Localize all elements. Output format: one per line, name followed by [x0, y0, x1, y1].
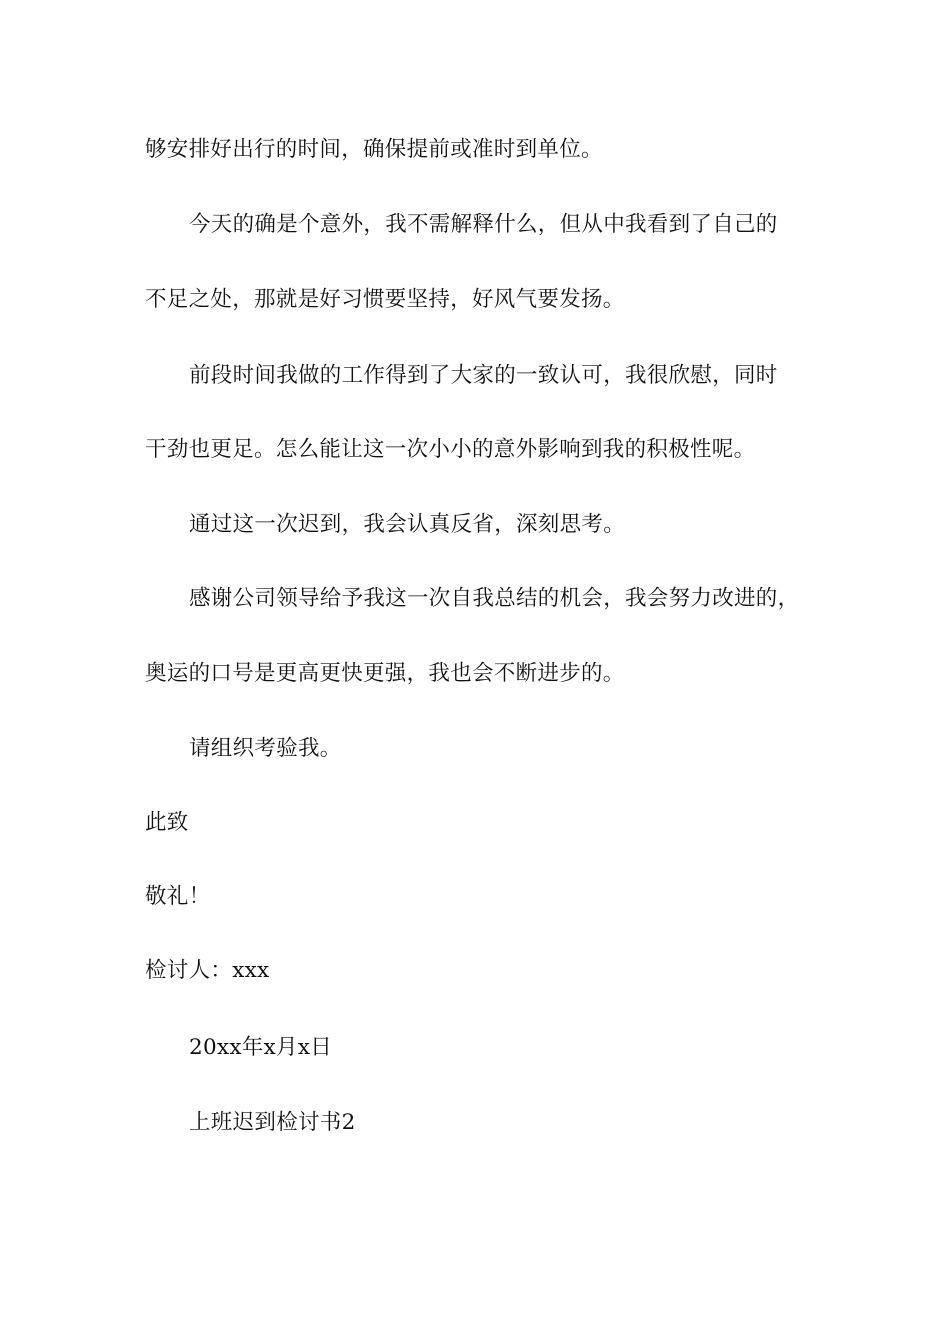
paragraph-line-5: 干劲也更足。怎么能让这一次小小的意外影响到我的积极性呢。 [145, 437, 756, 462]
date-line: 20xx年x月x日 [189, 1035, 333, 1060]
signature-line: 检讨人：xxx [145, 958, 270, 983]
paragraph-line-9: 请组织考验我。 [189, 736, 342, 761]
paragraph-line-3: 不足之处，那就是好习惯要坚持，好风气要发扬。 [145, 287, 625, 312]
paragraph-line-2: 今天的确是个意外，我不需解释什么，但从中我看到了自己的 [189, 212, 778, 237]
paragraph-line-7: 感谢公司领导给予我这一次自我总结的机会，我会努力改进的， [189, 586, 800, 611]
paragraph-line-8: 奥运的口号是更高更快更强，我也会不断进步的。 [145, 661, 625, 686]
closing-regards: 敬礼！ [145, 884, 211, 909]
paragraph-line-4: 前段时间我做的工作得到了大家的一致认可，我很欣慰，同时 [189, 363, 778, 388]
closing-salutation: 此致 [145, 810, 189, 835]
next-section-title: 上班迟到检讨书2 [189, 1110, 356, 1135]
paragraph-line-1: 够安排好出行的时间，确保提前或准时到单位。 [145, 137, 603, 162]
paragraph-line-6: 通过这一次迟到，我会认真反省，深刻思考。 [189, 512, 626, 537]
